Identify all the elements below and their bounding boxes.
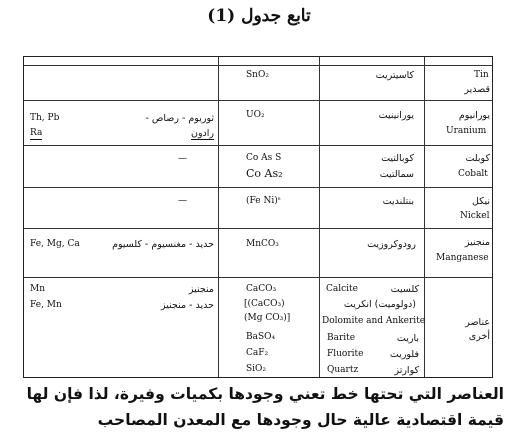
element-english: Tin bbox=[474, 70, 489, 80]
element-arabic: كوبلت bbox=[465, 153, 490, 164]
footnote-caption: العناصر التي تحتها خط تعني وجودها بكميات وفيرة، لذا فإن لها قيمة اقتصادية عالية حال وجودها مع المعدن المصاحب bbox=[26, 385, 504, 429]
no-associated-dash: — bbox=[178, 154, 187, 164]
mineral-arabic: كاسيتريت bbox=[375, 70, 414, 81]
associated-elements-arabic: ثوريوم - رصاص - bbox=[145, 113, 214, 124]
element-english: Uranium bbox=[446, 126, 487, 136]
element-arabic: قصدير bbox=[464, 84, 490, 95]
row-divider bbox=[24, 187, 492, 188]
mineral-formula: Co As S bbox=[246, 153, 282, 163]
element-arabic: منجنيز bbox=[464, 237, 490, 248]
associated-symbols: Th, Pb bbox=[30, 113, 60, 123]
mineral-english: Dolomite and Ankerite bbox=[322, 316, 426, 326]
row-divider bbox=[24, 277, 492, 278]
mineral-formula: [(CaCO₃) bbox=[244, 299, 285, 309]
mineral-arabic: باريت bbox=[396, 333, 419, 344]
mineral-formula: UO₂ bbox=[246, 110, 265, 120]
column-divider bbox=[424, 57, 425, 377]
element-arabic: نيكل bbox=[472, 196, 490, 207]
associated-elements-arabic: منجنيز bbox=[188, 284, 214, 295]
mineral-formula: (Mg CO₃)] bbox=[244, 313, 291, 323]
element-english: Nickel bbox=[460, 211, 490, 221]
mineral-arabic: فلوريت bbox=[389, 349, 419, 360]
page-title: تابع جدول (1) bbox=[207, 6, 311, 26]
mineral-arabic: يورانينيت bbox=[378, 110, 414, 121]
column-divider bbox=[319, 57, 320, 377]
mineral-english: Fluorite bbox=[327, 349, 364, 359]
mineral-formula: Co As₂ bbox=[246, 167, 283, 180]
minerals-table bbox=[23, 56, 493, 378]
element-arabic: عناصر bbox=[465, 317, 490, 328]
mineral-arabic: بنتلنديت bbox=[382, 196, 414, 207]
element-english: Manganese bbox=[436, 253, 489, 263]
mineral-english: Calcite bbox=[326, 284, 358, 294]
column-divider bbox=[218, 57, 219, 377]
row-divider bbox=[24, 228, 492, 229]
mineral-formula: (Fe Ni)ˢ bbox=[246, 196, 281, 206]
associated-symbols: Fe, Mn bbox=[30, 300, 62, 310]
associated-elements-arabic: حديد - منجنيز bbox=[160, 300, 214, 311]
associated-elements-arabic: حديد - مغنسيوم - كلسيوم bbox=[112, 239, 214, 250]
mineral-arabic: (دولوميت) انكريت bbox=[343, 299, 416, 310]
mineral-arabic: كوارتز bbox=[394, 365, 419, 376]
element-arabic: أخرى bbox=[468, 331, 490, 342]
mineral-formula: CaF₂ bbox=[246, 348, 269, 358]
mineral-formula: MnCO₃ bbox=[246, 239, 279, 249]
element-english: Cobalt bbox=[458, 169, 488, 179]
associated-elements-arabic: رادون bbox=[190, 128, 214, 139]
mineral-formula: CaCO₃ bbox=[246, 284, 277, 294]
mineral-arabic: كلسيت bbox=[390, 284, 419, 295]
associated-symbols: Ra bbox=[30, 128, 43, 138]
row-divider bbox=[24, 100, 492, 101]
row-divider bbox=[24, 65, 492, 66]
mineral-arabic: كوبالتيت bbox=[381, 153, 414, 164]
mineral-arabic: رودوكروزيت bbox=[367, 239, 416, 250]
associated-symbols: Fe, Mg, Ca bbox=[30, 239, 80, 249]
element-arabic: يورانيوم bbox=[458, 110, 490, 121]
row-divider bbox=[24, 145, 492, 146]
mineral-english: Quartz bbox=[327, 365, 359, 375]
mineral-english: Barite bbox=[327, 333, 356, 343]
no-associated-dash: — bbox=[178, 196, 187, 206]
mineral-arabic: سمالتيت bbox=[379, 169, 414, 180]
mineral-formula: SnO₂ bbox=[246, 70, 269, 80]
mineral-formula: SiO₂ bbox=[246, 364, 267, 374]
mineral-formula: BaSO₄ bbox=[246, 332, 276, 342]
associated-symbols: Mn bbox=[30, 284, 46, 294]
